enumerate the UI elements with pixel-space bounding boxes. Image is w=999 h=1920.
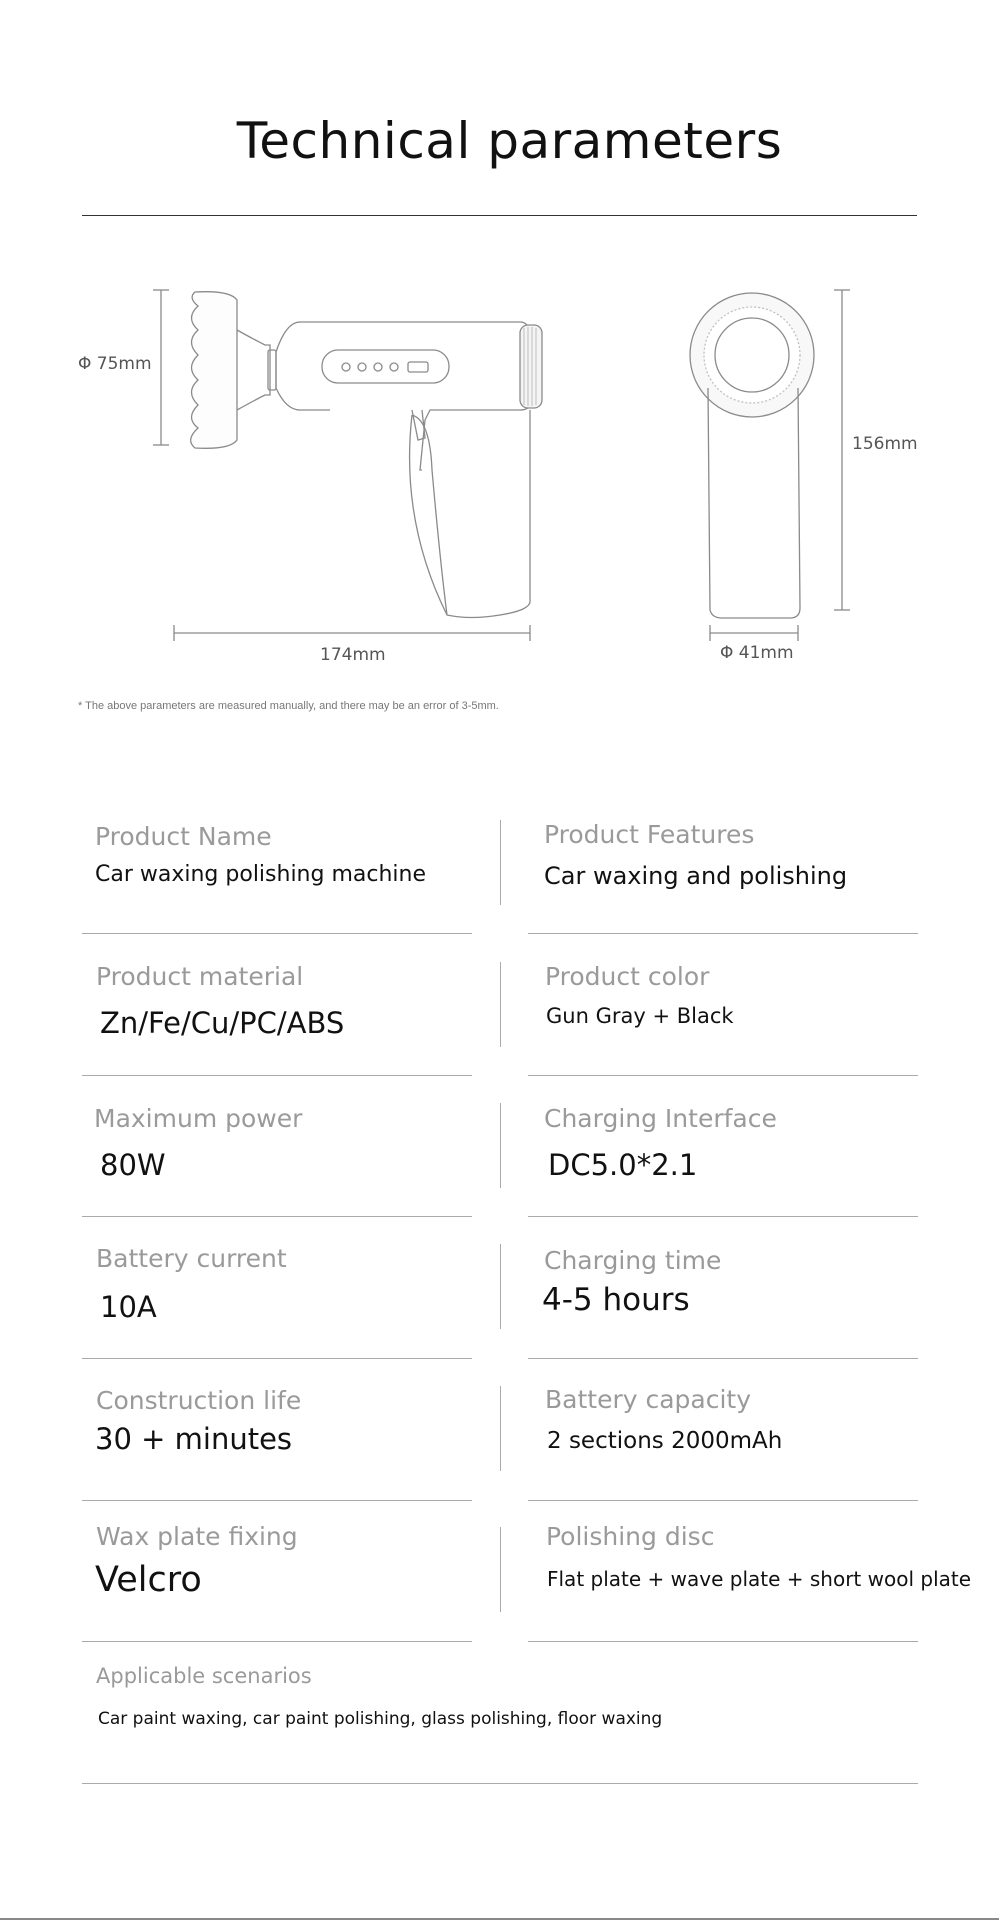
maximum-power-value: 80W	[100, 1148, 166, 1182]
applicable-scenarios-value: Car paint waxing, car paint polishing, glass polishing, floor waxing	[98, 1709, 663, 1729]
charging-time-value: 4-5 hours	[542, 1282, 690, 1318]
row-divider	[528, 1075, 918, 1076]
row-divider	[528, 933, 918, 934]
row-divider	[82, 1216, 472, 1217]
height-label: 156mm	[852, 434, 918, 454]
polishing-disc-value: Flat plate + wave plate + short wool plate	[547, 1567, 972, 1591]
product-material-label: Product material	[96, 962, 304, 991]
battery-current-value: 10A	[100, 1290, 157, 1324]
product-dimension-diagram	[0, 270, 999, 690]
column-divider	[500, 820, 501, 905]
row-divider	[528, 1641, 918, 1642]
polisher-line-drawing	[0, 270, 999, 690]
row-divider	[528, 1358, 918, 1359]
column-divider	[500, 1527, 501, 1612]
battery-capacity-value: 2 sections 2000mAh	[547, 1428, 783, 1454]
column-divider	[500, 1103, 501, 1188]
column-divider	[500, 962, 501, 1047]
row-divider	[82, 933, 472, 934]
page-title: Technical parameters	[236, 112, 783, 170]
disc-diameter-label: Φ 75mm	[78, 354, 152, 374]
row-divider	[82, 1783, 918, 1784]
charging-interface-value: DC5.0*2.1	[548, 1148, 698, 1182]
construction-life-label: Construction life	[96, 1386, 302, 1415]
row-divider	[528, 1216, 918, 1217]
handle-diameter-label: Φ 41mm	[720, 643, 794, 663]
row-divider	[82, 1500, 472, 1501]
product-name-label: Product Name	[95, 822, 272, 851]
product-color-label: Product color	[545, 962, 710, 991]
column-divider	[500, 1244, 501, 1329]
column-divider	[500, 1386, 501, 1471]
row-divider	[82, 1641, 472, 1642]
battery-capacity-label: Battery capacity	[545, 1385, 752, 1414]
product-name-value: Car waxing polishing machine	[95, 862, 426, 887]
charging-time-label: Charging time	[544, 1246, 722, 1275]
wax-plate-fixing-value: Velcro	[95, 1560, 202, 1600]
product-material-value: Zn/Fe/Cu/PC/ABS	[100, 1006, 345, 1040]
applicable-scenarios-label: Applicable scenarios	[96, 1664, 312, 1688]
wax-plate-fixing-label: Wax plate fixing	[96, 1522, 298, 1551]
length-label: 174mm	[320, 645, 386, 665]
maximum-power-label: Maximum power	[94, 1104, 303, 1133]
product-color-value: Gun Gray + Black	[546, 1004, 734, 1028]
construction-life-value: 30 + minutes	[95, 1422, 293, 1456]
charging-interface-label: Charging Interface	[544, 1104, 777, 1133]
battery-current-label: Battery current	[96, 1244, 287, 1273]
polishing-disc-label: Polishing disc	[546, 1522, 715, 1551]
row-divider	[82, 1358, 472, 1359]
product-features-value: Car waxing and polishing	[544, 862, 848, 890]
product-features-label: Product Features	[544, 820, 755, 849]
title-divider	[82, 215, 917, 216]
measurement-note: * The above parameters are measured manually, and there may be an error of 3-5mm.	[78, 700, 499, 712]
row-divider	[82, 1075, 472, 1076]
row-divider	[528, 1500, 918, 1501]
